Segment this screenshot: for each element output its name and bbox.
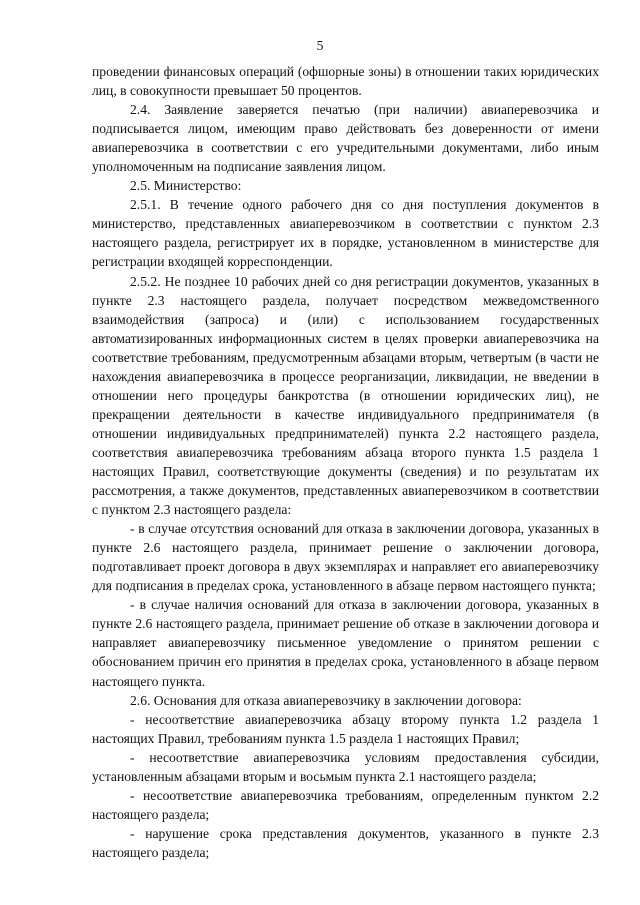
- paragraph: 2.5.2. Не позднее 10 рабочих дней со дня регистрации документов, указанных в пункте 2.3 настоящего раздела, получает посредством межведомственного взаимодействия (запроса) и (или) с использованием государственных автоматизированных информационных систем в целях проверки авиаперевозчика на соответствие требованиям, предусмотренным абзацами вторым, четвертым (в части не нахождения авиаперевозчика в процессе реорганизации, ликвидации, не введении в отношении него процедуры банкротства (в отношении юридических лиц), не прекращении деятельности в качестве индивидуального предпринимателя (в отношении индивидуальных предпринимателей) пункта 2.2 настоящего раздела, соответствия авиаперевозчика требованиям абзаца второго пункта 1.5 раздела 1 настоящих Правил, соответствующие документы (сведения) и по результатам их рассмотрения, а также документов, представленных авиаперевозчиком в соответствии с пунктом 2.3 настоящего раздела:: [92, 273, 599, 518]
- list-item: - несоответствие авиаперевозчика требованиям, определенным пунктом 2.2 настоящего раздела;: [92, 787, 599, 822]
- list-item: - в случае отсутствия оснований для отказа в заключении договора, указанных в пункте 2.6 настоящего раздела, принимает решение о заключении договора, подготавливает проект договора в двух экземплярах и направляет его авиаперевозчику для подписания в пределах срока, установленного в абзаце первом настоящего пункта;: [92, 521, 599, 594]
- list-item: - в случае наличия оснований для отказа в заключении договора, указанных в пункте 2.6 настоящего раздела, принимает решение об отказе в заключении договора и направляет авиаперевозчику письменное уведомление о принятом решении с обоснованием причин его принятия в пределах срока, установленного в абзаце первом настоящего пункта.: [92, 597, 599, 689]
- list-item: - несоответствие авиаперевозчика условиям предоставления субсидии, установленным абзацами вторым и восьмым пункта 2.1 настоящего раздела;: [92, 749, 599, 784]
- page-number: 5: [316, 38, 324, 53]
- paragraph: 2.4. Заявление заверяется печатью (при наличии) авиаперевозчика и подписывается лицом, имеющим право действовать без доверенности от имени авиаперевозчика в соответствии с его учредительными документами, либо иным уполномоченным на подписание заявления лицом.: [92, 102, 599, 175]
- document-body: [92, 62, 599, 862]
- paragraph: проведении финансовых операций (офшорные зоны) в отношении таких юридических лиц, в совокупности превышает 50 процентов.: [92, 64, 599, 99]
- list-item: - нарушение срока представления документов, указанного в пункте 2.3 настоящего раздела;: [92, 825, 599, 860]
- list-item: - несоответствие авиаперевозчика абзацу второму пункта 1.2 раздела 1 настоящих Правил, требованиям пункта 1.5 раздела 1 настоящих Правил;: [92, 711, 599, 746]
- paragraph: 2.5. Министерство:: [130, 178, 242, 194]
- paragraph: 2.6. Основания для отказа авиаперевозчику в заключении договора:: [130, 692, 522, 708]
- paragraph: 2.5.1. В течение одного рабочего дня со дня поступления документов в министерство, представленных авиаперевозчиком в соответствии с пунктом 2.3 настоящего раздела, регистрирует их в порядке, установленном в министерстве для регистрации входящей корреспонденции.: [92, 197, 599, 270]
